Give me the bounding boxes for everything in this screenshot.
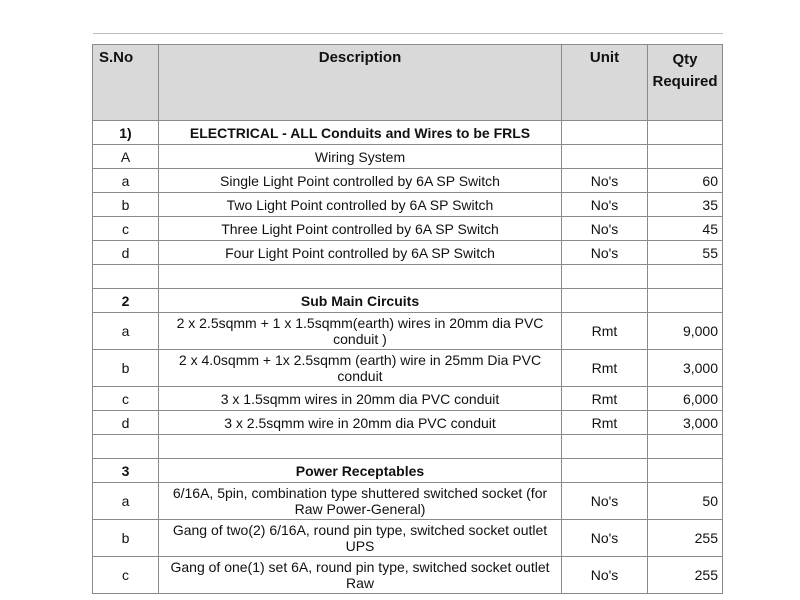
table-row xyxy=(93,169,723,193)
cell-sno[interactable]: c xyxy=(93,387,159,411)
cell-unit[interactable]: Rmt xyxy=(562,313,648,350)
cell-unit[interactable]: No's xyxy=(562,217,648,241)
cell-description[interactable]: Wiring System xyxy=(159,145,562,169)
table-row xyxy=(93,387,723,411)
cell-sno[interactable]: a xyxy=(93,483,159,520)
blank-row xyxy=(93,435,723,459)
section-row xyxy=(93,121,723,145)
cell-description[interactable]: Three Light Point controlled by 6A SP Switch xyxy=(159,217,562,241)
header-sno: S.No xyxy=(93,45,159,121)
cell-qty[interactable]: 50 xyxy=(648,483,723,520)
table-row xyxy=(93,241,723,265)
cell-qty[interactable]: 3,000 xyxy=(648,411,723,435)
header-row xyxy=(93,45,723,121)
table-row xyxy=(93,520,723,557)
cell-description[interactable]: 6/16A, 5pin, combination type shuttered switched socket (for Raw Power-General) xyxy=(159,483,562,520)
cell-sno[interactable] xyxy=(93,265,159,289)
cell-description[interactable]: Two Light Point controlled by 6A SP Switch xyxy=(159,193,562,217)
cell-sno[interactable]: d xyxy=(93,241,159,265)
cell-qty[interactable] xyxy=(648,265,723,289)
cell-description[interactable]: Gang of one(1) set 6A, round pin type, switched socket outlet Raw xyxy=(159,557,562,594)
header-qty-required xyxy=(648,45,723,121)
cell-unit[interactable] xyxy=(562,435,648,459)
cell-unit[interactable] xyxy=(562,145,648,169)
table-row xyxy=(93,411,723,435)
cell-description[interactable]: Gang of two(2) 6/16A, round pin type, switched socket outlet UPS xyxy=(159,520,562,557)
cell-unit[interactable] xyxy=(562,459,648,483)
cell-unit[interactable]: No's xyxy=(562,520,648,557)
cell-description[interactable]: 2 x 2.5sqmm + 1 x 1.5sqmm(earth) wires in 20mm dia PVC conduit ) xyxy=(159,313,562,350)
table-row xyxy=(93,193,723,217)
cell-unit[interactable] xyxy=(562,289,648,313)
cell-sno[interactable]: a xyxy=(93,169,159,193)
cell-qty[interactable]: 3,000 xyxy=(648,350,723,387)
cell-sno[interactable]: 2 xyxy=(93,289,159,313)
cell-description[interactable]: Four Light Point controlled by 6A SP Switch xyxy=(159,241,562,265)
cell-sno[interactable]: b xyxy=(93,350,159,387)
cell-unit[interactable] xyxy=(562,121,648,145)
cell-description[interactable]: 3 x 1.5sqmm wires in 20mm dia PVC conduit xyxy=(159,387,562,411)
cell-sno[interactable]: d xyxy=(93,411,159,435)
cell-unit[interactable]: No's xyxy=(562,483,648,520)
table-row xyxy=(93,217,723,241)
cell-unit[interactable] xyxy=(562,265,648,289)
cell-sno[interactable] xyxy=(93,435,159,459)
cell-qty[interactable]: 255 xyxy=(648,520,723,557)
cell-unit[interactable]: No's xyxy=(562,193,648,217)
cell-qty[interactable] xyxy=(648,121,723,145)
cell-description[interactable]: Sub Main Circuits xyxy=(159,289,562,313)
table-row xyxy=(93,483,723,520)
section-row xyxy=(93,459,723,483)
header-qty-line2: Required xyxy=(652,73,718,90)
cell-qty[interactable]: 45 xyxy=(648,217,723,241)
table-row xyxy=(93,145,723,169)
table-row xyxy=(93,557,723,594)
cell-sno[interactable]: A xyxy=(93,145,159,169)
table-row xyxy=(93,350,723,387)
blank-row xyxy=(93,265,723,289)
cell-qty[interactable] xyxy=(648,289,723,313)
cell-sno[interactable]: 3 xyxy=(93,459,159,483)
cell-qty[interactable] xyxy=(648,435,723,459)
cell-unit[interactable]: Rmt xyxy=(562,387,648,411)
cell-qty[interactable]: 6,000 xyxy=(648,387,723,411)
cell-qty[interactable]: 255 xyxy=(648,557,723,594)
cell-description[interactable]: Single Light Point controlled by 6A SP Switch xyxy=(159,169,562,193)
table-body xyxy=(93,121,723,594)
cell-description[interactable]: ELECTRICAL - ALL Conduits and Wires to be FRLS xyxy=(159,121,562,145)
cell-description[interactable]: Power Receptables xyxy=(159,459,562,483)
cell-unit[interactable]: Rmt xyxy=(562,411,648,435)
cell-sno[interactable]: 1) xyxy=(93,121,159,145)
sheet-top-strip xyxy=(93,34,723,45)
cell-sno[interactable]: b xyxy=(93,193,159,217)
cell-sno[interactable]: b xyxy=(93,520,159,557)
cell-qty[interactable] xyxy=(648,145,723,169)
cell-sno[interactable]: c xyxy=(93,217,159,241)
cell-unit[interactable]: No's xyxy=(562,169,648,193)
cell-description[interactable] xyxy=(159,265,562,289)
cell-qty[interactable]: 35 xyxy=(648,193,723,217)
table-row xyxy=(93,313,723,350)
cell-unit[interactable]: No's xyxy=(562,557,648,594)
cell-qty[interactable]: 9,000 xyxy=(648,313,723,350)
cell-description[interactable]: 3 x 2.5sqmm wire in 20mm dia PVC conduit xyxy=(159,411,562,435)
bill-of-quantities-table xyxy=(92,33,723,594)
cell-unit[interactable]: No's xyxy=(562,241,648,265)
cell-sno[interactable]: c xyxy=(93,557,159,594)
header-unit: Unit xyxy=(562,45,648,121)
cell-description[interactable] xyxy=(159,435,562,459)
cell-qty[interactable]: 55 xyxy=(648,241,723,265)
cell-description[interactable]: 2 x 4.0sqmm + 1x 2.5sqmm (earth) wire in 25mm Dia PVC conduit xyxy=(159,350,562,387)
cell-sno[interactable]: a xyxy=(93,313,159,350)
section-row xyxy=(93,289,723,313)
spreadsheet-view xyxy=(92,33,722,591)
header-description: Description xyxy=(159,45,562,121)
cell-qty[interactable] xyxy=(648,459,723,483)
cell-unit[interactable]: Rmt xyxy=(562,350,648,387)
header-qty-line1: Qty xyxy=(672,51,698,68)
cell-qty[interactable]: 60 xyxy=(648,169,723,193)
